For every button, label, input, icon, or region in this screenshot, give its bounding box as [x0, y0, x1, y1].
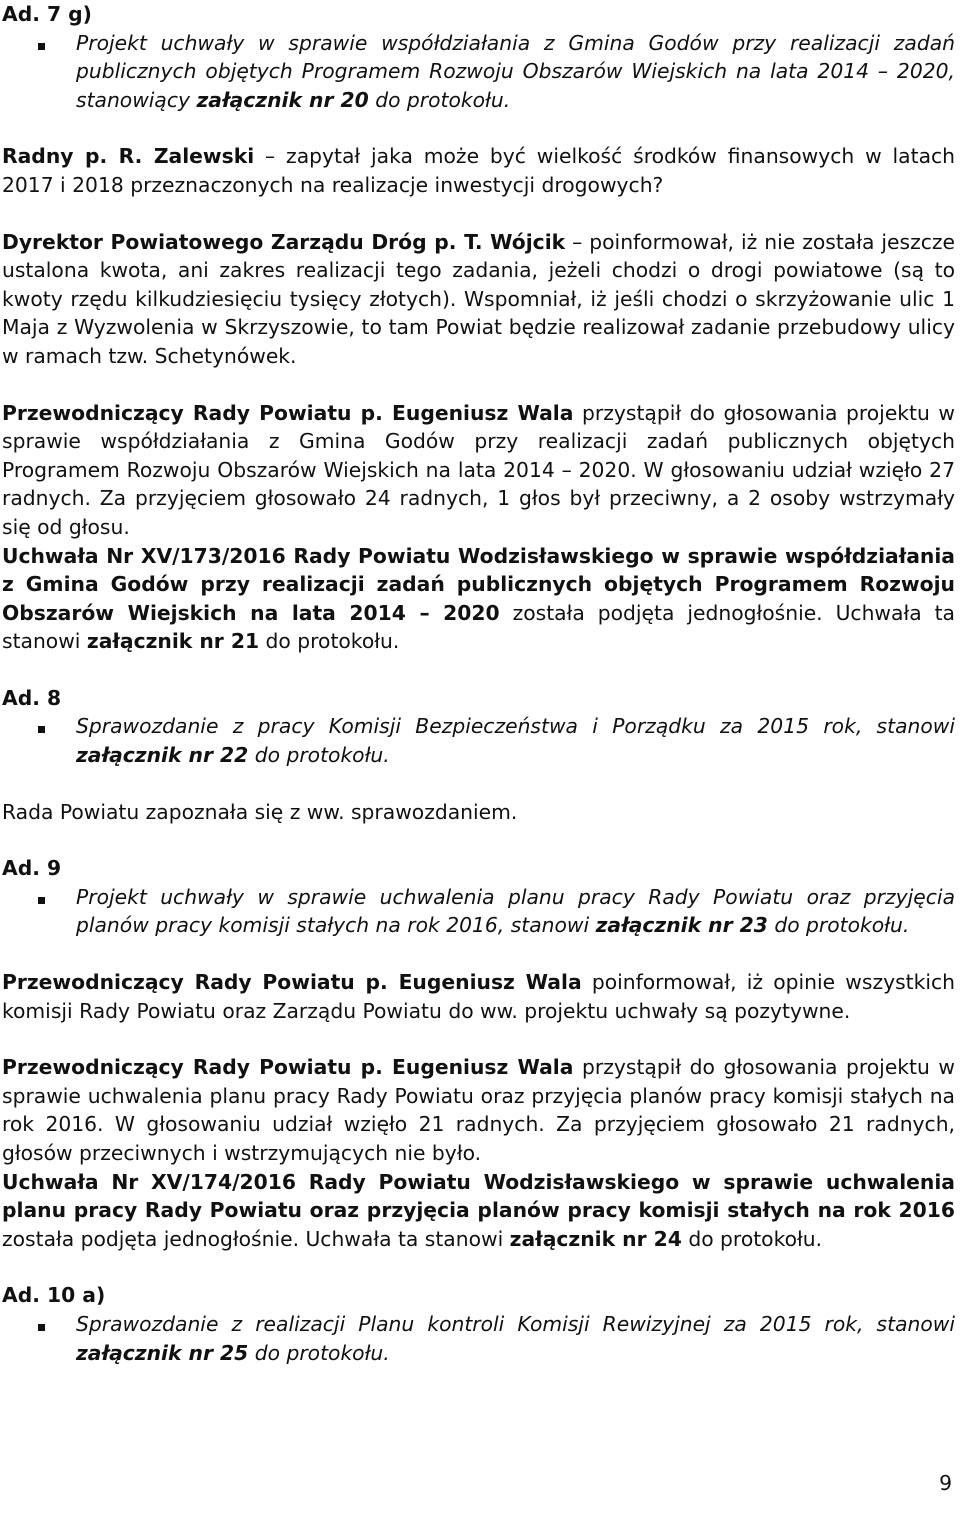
bullet-text: Sprawozdanie z pracy Komisji Bezpieczeństwa i Porządku za 2015 rok, stanowi załącznik nr 22 do protokołu.: [76, 714, 955, 768]
bullet-item-ad-9: [2, 883, 955, 940]
paragraph-vote-1: Przewodniczący Rady Powiatu p. Eugeniusz Wala przystąpił do głosowania projektu w sprawie współdziałania z Gmina Godów przy realizacji zadań publicznych objętych Programem Rozwoju Obszarów Wiejskich na lata 2014 – 2020. W głosowaniu udział wzięło 27 radnych. Za przyjęciem głosowało 24 radnych, 1 głos był przeciwny, a 2 osoby wstrzymały się od głosu.: [2, 400, 955, 539]
square-bullet-icon: [2, 29, 76, 58]
heading-ad-10a: Ad. 10 a): [2, 1283, 106, 1308]
document-page: [2, 0, 955, 1367]
bullet-item-ad-10a: [2, 1310, 955, 1367]
paragraph-ad-8-note: Rada Powiatu zapoznała się z ww. sprawozdaniem.: [2, 799, 518, 824]
heading-ad-7g: Ad. 7 g): [2, 2, 92, 26]
bullet-text: Projekt uchwały w sprawie uchwalenia planu pracy Rady Powiatu oraz przyjęcia planów pracy komisji stałych na rok 2016, stanowi załącznik nr 23 do protokołu.: [76, 884, 955, 938]
paragraph-resolution-174: Uchwała Nr XV/174/2016 Rady Powiatu Wodzisławskiego w sprawie uchwalenia planu pracy Rady Powiatu oraz przyjęcia planów pracy komisji stałych na rok 2016 została podjęta jednogłośnie. Uchwała ta stanowi załącznik nr 24 do protokołu.: [2, 1169, 955, 1251]
bullet-item-ad-8: [2, 712, 955, 769]
paragraph-zalewski: Radny p. R. Zalewski – zapytał jaka może być wielkość środków finansowych w latach 2017 i 2018 przeznaczonych na realizacje inwestycji drogowych?: [2, 144, 956, 197]
square-bullet-icon: [2, 712, 76, 741]
page-number: 9: [939, 1471, 952, 1495]
bullet-text: Projekt uchwały w sprawie współdziałania z Gmina Godów przy realizacji zadań publicznych objętych Programem Rozwoju Obszarów Wiejskich na lata 2014 – 2020, stanowiący załącznik nr 20 do protokołu.: [76, 30, 955, 112]
paragraph-vote-2: Przewodniczący Rady Powiatu p. Eugeniusz Wala przystąpił do głosowania projektu w sprawie uchwalenia planu pracy Rady Powiatu oraz przyjęcia planów pracy komisji stałych na rok 2016. W głosowaniu udział wzięło 21 radnych. Za przyjęciem głosowało 21 radnych, głosów przeciwnych i wstrzymujących nie było.: [2, 1055, 955, 1165]
heading-ad-8: Ad. 8: [2, 685, 62, 710]
square-bullet-icon: [2, 883, 76, 912]
heading-ad-9: Ad. 9: [2, 856, 62, 881]
paragraph-wojcik: Dyrektor Powiatowego Zarządu Dróg p. T. Wójcik – poinformował, iż nie została jeszcze ustalona kwota, ani zakres realizacji tego zadania, jeżeli chodzi o drogi powiatowe (są to kwoty rzędu kilkudziesięciu tysięcy złotych). Wspomniał, iż jeśli chodzi o skrzyżowanie ulic 1 Maja z Wyzwolenia w Skrzyszowie, to tam Powiat będzie realizował zadanie przebudowy ulicy w ramach tzw. Schetynówek.: [2, 229, 955, 368]
paragraph-opinion: Przewodniczący Rady Powiatu p. Eugeniusz Wala poinformował, iż opinie wszystkich komisji Rady Powiatu oraz Zarządu Powiatu do ww. projektu uchwały są pozytywne.: [2, 970, 955, 1023]
bullet-text: Sprawozdanie z realizacji Planu kontroli Komisji Rewizyjnej za 2015 rok, stanowi załącznik nr 25 do protokołu.: [76, 1311, 955, 1365]
bullet-item-ad-7g: [2, 29, 955, 115]
square-bullet-icon: [2, 1310, 76, 1339]
paragraph-resolution-173: Uchwała Nr XV/173/2016 Rady Powiatu Wodzisławskiego w sprawie współdziałania z Gmina Godów przy realizacji zadań publicznych objętych Programem Rozwoju Obszarów Wiejskich na lata 2014 – 2020 została podjęta jednogłośnie. Uchwała ta stanowi załącznik nr 21 do protokołu.: [2, 543, 955, 654]
